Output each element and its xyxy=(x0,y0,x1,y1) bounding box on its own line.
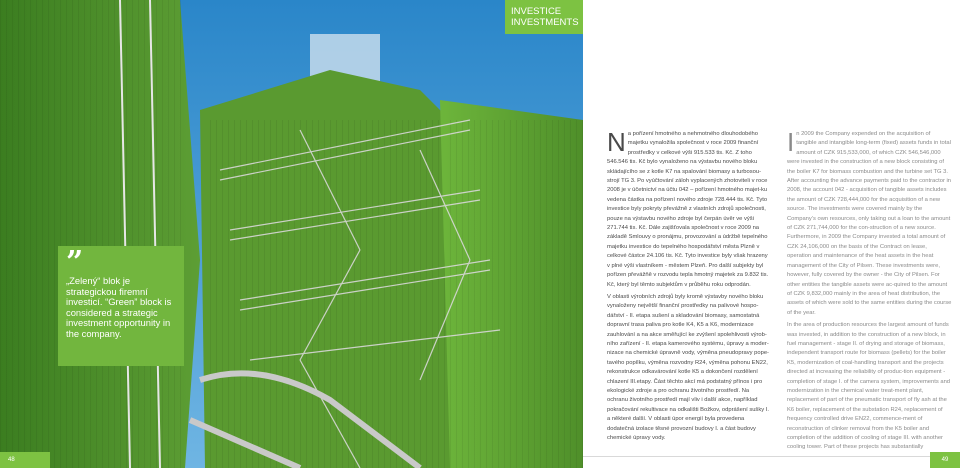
footer-rule xyxy=(583,456,930,457)
column-czech xyxy=(607,127,771,446)
page-number-right: 49 xyxy=(930,452,960,468)
pull-quote xyxy=(58,246,184,366)
dropcap-cz: N xyxy=(607,127,626,157)
quote-text-en: “Green” block is considered a strategic investment opportunity in the company. xyxy=(66,296,172,339)
column-english xyxy=(787,127,952,456)
section-title-en: INVESTMENTS xyxy=(511,16,579,28)
quote-text-cz: „Zelený“ blok je strategickou firemní investicí. xyxy=(66,275,148,308)
page-number-left: 48 xyxy=(0,452,50,468)
quote-mark-icon: ” xyxy=(66,245,84,280)
paragraph-cz-1: a pořízení hmotného a nehmotného dlouhodobého majetku vynaložila společnost v roce 2009 finanční prostředky v celkové výši 915.533 tis. Kč. Z toho 546.546 tis. Kč bylo vynaloženo na výstavbu nového bloku skládajícího se z kotle K7 na spalování biomasy a turbosou-strojí TG 3. Po vyúčtování záloh vyplacených zhotoviteli v roce 2008 je v účetnictví na účtu 042 – pořízení hmotného majet-ku vedena částka na pořízení nového zdroje 728.444 tis. Kč. Tyto investice byly pokryty převážně z vlastních zdrojů společnosti, pouze na výstavbu nového zdroje byl čerpán úvěr ve výši 271.744 tis. Kč. Dále zajišťovala společnost v roce 2009 na základě Smlouvy o pronájmu, provozování a údržbě tepelného majetku investice do tepelného hospodářství města Plzně v celkové částce 24.106 tis. Kč. Tyto investice byly však hrazeny v plné výši vlastníkem - městem Plzeň. Pro další subjekty byl pořízen převážňě v rozvodu tepla hmotný majetek za 9.832 tis. Kč, který byl těmto subjektům v průběhu roku odprodán. xyxy=(607,131,769,288)
quote-text xyxy=(66,276,176,340)
dropcap-en: I xyxy=(787,127,795,157)
paragraph-cz-2: V oblasti výrobních zdrojů byly kromě výstavby nového bloku vynaloženy největší finanční prostředky na palivové hospo-dářství - II. etapa sušení a skladování biomasy, samostatná dopravní trasa paliva pro kotle K4, K5 a K6, modernizace zauhlování a na akce směřující ke zvýšení spolehlivosti výrob-ního zařízení - II. etapa kamerového systému, úpravy a moder-nizace na chemické úpravně vody, výměna pneudopravy pope-tavého popílku, výměna rozvodny R24, výměna pohonu EN22, rekonstrukce odkavárování kotle K5 a dokončení rozdělení chlazení III.etapy. Část těchto akcí má podstatný přínos i pro ekologické zdroje a pro ochranu životního prostředí. Na ochranu životního prostředí mají vliv i další akce, například pokračování rekultivace na odkališti Božkov, odprášení sušky I. a některé další. V oblasti úpor energií byla provedena dodatečná izolace těsné provozní budovy I. a část budovy chemické úpravy vody. xyxy=(607,293,769,441)
paragraph-en-1: n 2009 the Company expended on the acquisition of tangible and intangible long-term (fixed) assets funds in total amount of CZK 915,533,000, of which CZK 546,546,000 were invested in the construction of a new block consisting of the boiler K7 for biomass combustion and the turbine set TG 3. After accounting the advance payments paid to the contractor in 2008, the account 042 - acquisition of tangible assets includes the amount of CZK 728,444,000 for the acquisition of a new source. The investments were covered mainly by the Company’s own resources, only taking out a loan to the amount of CZK 271,744,000 for the con-struction of a new source. Furthermore, in 2009 the Company invested a total amount of CZK 24,106,000 on the basis of the Contract on lease, operation and maintenance of the heat assets in the heat management of the City of Pilsen. These investments were, however, fully covered by the owner - the City of Pilsen. For other entities the tangible assets were ac-quired to the amount of CZK 9,832,000 mainly in the area of heat distribution, the assets of which were sold to the same entities during the course of the year. xyxy=(787,131,952,316)
section-header xyxy=(505,0,583,34)
section-title-cz: INVESTICE xyxy=(511,6,562,17)
paragraph-en-2: In the area of production resources the largest amount of funds was invested, in addition to the construction of a new block, in fuel management - stage II. of drying and storage of biomass, independent transport route for biomass (pellets) for the boiler K5, modernization of coal-handling transport and the projects directed at increasing the reliability of produc-tion equipment - completion of stage I. of the camera system, improvements and modernization in the chemical water treat-ment plant, replacement of part of the pneumatic transport of fly ash at the K6 boiler, replacement of the substation R24, replacement of frequency controlled drive EN22, commence-ment of reconstruction of clinker removal from the K5 boiler and completion of the addition of cooling of stage III. with another cooling tower. Part of these projects has substantially xyxy=(787,322,951,451)
